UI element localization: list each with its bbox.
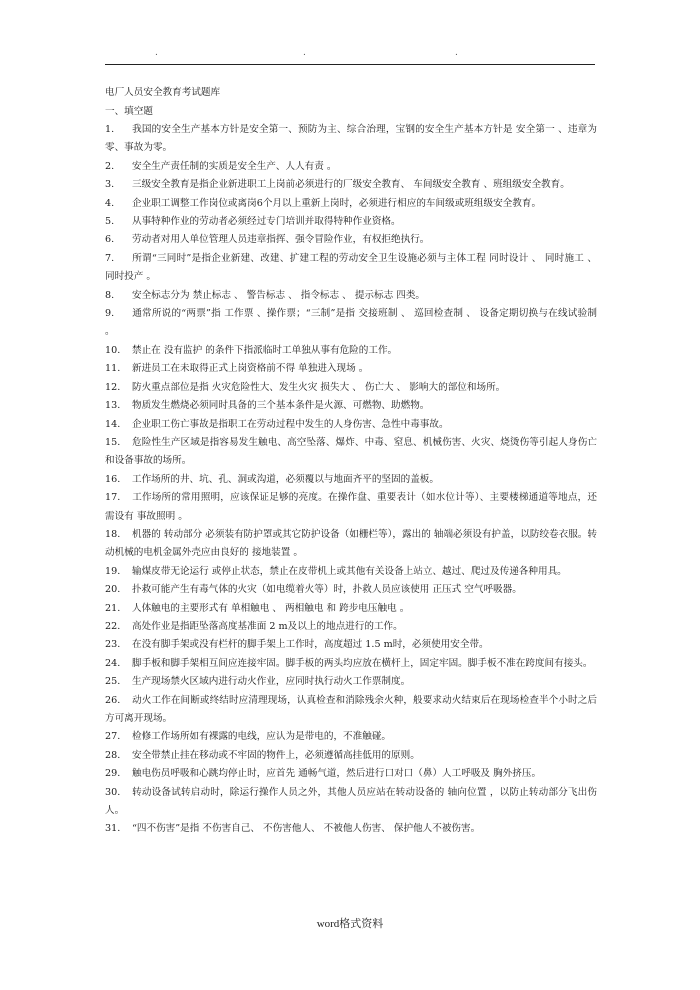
question-item [105,581,597,599]
question-text: 所谓“三同时”是指企业新建、改建、扩建工程的劳动安全卫生设施必须与主体工程 同时设计 、 同时施工 、 同时投产 。 [105,252,597,283]
question-list [105,121,597,839]
question-text: 生产现场禁火区域内进行动火作业，应同时执行动火工作票制度。 [132,676,411,688]
question-item [105,250,597,287]
question-number: 2. [105,160,115,172]
header-rule [105,64,595,65]
page-footer: word格式资料 [316,918,384,930]
question-text: 从事特种作业的劳动者必须经过专门培训并取得特种作业资格。 [132,216,401,228]
question-text: 在没有脚手架或没有栏杆的脚手架上工作时，高度超过 1.5 m时，必须使用安全带。 [132,639,489,651]
question-item [105,416,597,434]
question-text: 动火工作在间断或终结时应清理现场，认真检查和消除残余火种，般要求动火结束后在现场检查半个小时之后方可离开现场。 [105,694,597,724]
question-text: 劳动者对用人单位管理人员违章指挥、强令冒险作业，有权拒绝执行。 [132,234,430,246]
question-item [105,563,597,581]
question-text: 企业职工调整工作岗位或离岗6个月以上重新上岗时，必须进行相应的车间级或班组级安全教育。 [132,197,542,209]
question-number: 31. [105,823,121,835]
question-text: 触电伤员呼吸和心跳均停止时，应首先 通畅气道，然后进行口对口（鼻）人工呼吸及 胸外挤压。 [132,768,542,780]
question-item [105,305,597,342]
question-text: 通常所说的“两票”指 工作票 、操作票；“三制”是指 交接班制 、 巡回检查制 、 设备定期切换与在线试验制 。 [105,308,597,338]
question-number: 7. [105,252,115,264]
question-item [105,636,597,654]
question-text: 检修工作场所如有裸露的电线，应认为是带电的，不准触碰。 [132,731,392,743]
question-number: 12. [105,381,121,393]
question-text: 安全标志分为 禁止标志 、 警告标志 、 指令标志 、 提示标志 四类。 [132,289,426,301]
question-number: 29. [105,768,121,780]
question-item [105,231,597,249]
question-text: 扑救可能产生有毒气体的火灾（如电缆着火等）时，扑救人员应该使用 正压式 空气呼吸器。 [132,584,522,596]
question-text: 禁止在 没有监护 的条件下指派临时工单独从事有危险的工作。 [132,344,398,356]
question-number: 28. [105,749,121,761]
question-number: 21. [105,602,121,614]
question-number: 23. [105,639,121,651]
question-text: 防火重点部位是指 火灾危险性大、发生火灾 损失大 、 伤亡大 、 影响大的部位和场所。 [132,381,506,393]
question-number: 24. [105,657,121,669]
question-item [105,692,597,729]
question-item [105,747,597,765]
question-number: 27. [105,731,121,743]
question-item [105,600,597,618]
question-number: 9. [105,308,115,320]
question-number: 15. [105,436,121,448]
question-item [105,820,597,838]
question-item [105,397,597,415]
question-number: 18. [105,528,121,540]
question-item [105,287,597,305]
section-heading: 一、填空题 [105,106,153,117]
question-number: 14. [105,418,121,430]
header-dots [0,48,700,58]
question-text: 新进员工在未取得正式上岗资格前不得 单独进入现场 。 [132,363,369,375]
question-number: 10. [105,344,121,356]
question-number: 4. [105,197,115,209]
header-dot: . [155,48,158,58]
question-text: 企业职工伤亡事故是指职工在劳动过程中发生的人身伤害、急性中毒事故。 [132,418,449,430]
question-item [105,195,597,213]
question-text: 危险性生产区域是指容易发生触电、高空坠落、爆炸、中毒、窒息、机械伤害、火灾、烧烫伤等引起人身伤亡和设备事故的场所。 [105,436,597,467]
question-item [105,765,597,783]
question-item [105,176,597,194]
question-item [105,434,597,471]
question-item [105,618,597,636]
question-item [105,158,597,176]
question-item [105,673,597,691]
question-number: 6. [105,234,115,246]
question-number: 30. [105,786,121,798]
document-title: 电厂人员安全教育考试题库 [105,87,221,98]
question-number: 20. [105,584,121,596]
question-item [105,213,597,231]
question-text: “四不伤害”是指 不伤害自己、 不伤害他人、 不被他人伤害、 保护他人不被伤害。 [132,823,481,835]
question-text: 安全生产责任制的实质是安全生产、人人有责 。 [132,160,337,172]
question-text: 脚手板和脚手架相互间应连接牢固。脚手板的两头均应放在横杆上，固定牢固。脚手板不准在跨度间有接头。 [132,657,593,669]
question-number: 11. [105,363,121,375]
question-text: 高处作业是指距坠落高度基准面 2 m及以上的地点进行的工作。 [132,620,403,632]
question-number: 5. [105,216,115,228]
question-number: 1. [105,124,115,135]
question-text: 我国的安全生产基本方针是安全第一、预防为主、综合治理，宝钢的安全生产基本方针是 安全第一 、违章为零、事故为零。 [105,124,597,154]
document-body [105,83,597,839]
question-item [105,526,597,563]
question-item [105,379,597,397]
question-item [105,728,597,746]
question-item [105,784,597,821]
question-number: 8. [105,289,115,301]
question-text: 安全带禁止挂在移动或不牢固的物件上，必须遵循高挂低用的原则。 [132,749,420,761]
question-item [105,342,597,360]
question-text: 机器的 转动部分 必须装有防护罩或其它防护设备（如栅栏等），露出的 轴端必须设有护盖，以防绞卷衣服。转动机械的电机金属外壳应由良好的 接地装置 。 [105,528,597,559]
question-text: 人体触电的主要形式有 单相触电 、 两相触电 和 跨步电压触电 。 [132,602,410,614]
question-text: 工作场所的井、坑、孔、洞或沟道，必须覆以与地面齐平的坚固的盖板。 [132,473,439,485]
question-number: 19. [105,565,121,577]
question-item [105,489,597,526]
question-item [105,471,597,489]
question-number: 16. [105,473,121,485]
question-text: 工作场所的常用照明，应该保证足够的亮度。在操作盘、重要表计（如水位计等）、主要楼梯通道等地点，还需设有 事故照明 。 [105,492,597,522]
question-number: 17. [105,492,121,504]
question-item [105,655,597,673]
question-text: 输煤皮带无论运行 或停止状态，禁止在皮带机上或其他有关设备上站立、越过、爬过及传递各种用具。 [132,565,567,577]
question-number: 25. [105,676,121,688]
question-number: 13. [105,400,121,412]
question-number: 26. [105,694,121,706]
question-item [105,121,597,158]
question-item [105,360,597,378]
question-text: 转动设备试转启动时，除运行操作人员之外，其他人员应站在转动设备的 轴向位置 ，以防止转动部分飞出伤人。 [105,786,597,817]
header-dot: . [455,48,458,58]
question-text: 三级安全教育是指企业新进职工上岗前必须进行的厂级安全教育、 车间级安全教育 、班组级安全教育。 [132,179,570,191]
header-dot: . [303,48,306,58]
question-number: 3. [105,179,115,191]
question-number: 22. [105,620,121,632]
question-text: 物质发生燃烧必须同时具备的三个基本条件是火源、可燃物、助燃物。 [132,400,430,412]
